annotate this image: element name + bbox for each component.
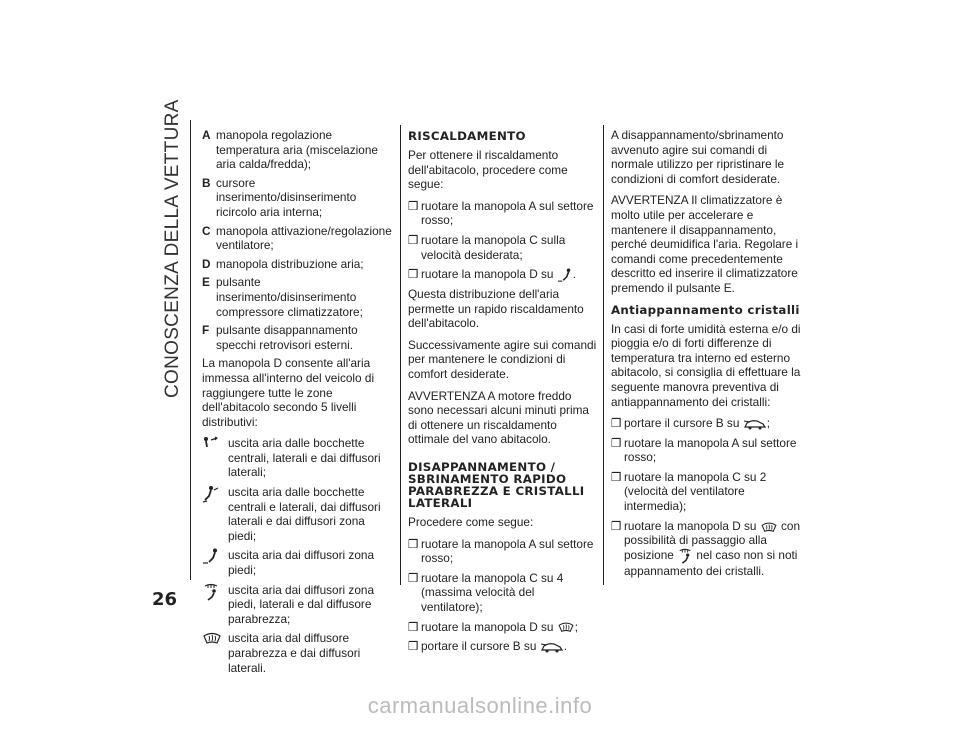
watermark: carmanualsonline.info bbox=[367, 693, 593, 718]
column-divider bbox=[603, 125, 604, 585]
section-heading-riscaldamento: RISCALDAMENTO bbox=[408, 129, 526, 143]
list-item: ❒ ruotare la manopola A sul settore rosso; bbox=[611, 435, 797, 465]
legend-item: E pulsante inserimento/disinserimento compressore climatizzatore; bbox=[202, 275, 363, 319]
list-item: ❒ ruotare la manopola D su con possibilità di passaggio alla posizione nel caso non si noti appannamento dei cristalli. bbox=[611, 518, 801, 578]
list-item: ❒ ruotare la manopola C su 2 (velocità del ventilatore intermedia); bbox=[611, 469, 767, 514]
distribution-mode: uscita aria dalle bocchette centrali e laterali, dai diffusori laterali e dai diffusori zona piedi; bbox=[202, 485, 392, 543]
paragraph: Procedere come segue: bbox=[408, 514, 534, 529]
paragraph: Questa distribuzione dell'aria permette un rapido riscaldamento dell'abitacolo. bbox=[408, 287, 584, 331]
paragraph: Successivamente agire sui comandi per mantenere le condizioni di comfort desiderate. bbox=[408, 337, 597, 382]
distribution-intro: La manopola D consente all'aria immessa all'interno del veicolo di raggiungere tutte le zone dell'abitacolo secondo 5 livelli distributivi: bbox=[202, 356, 375, 429]
legend-item: A manopola regolazione temperatura aria (miscelazione aria calda/fredda); bbox=[202, 128, 378, 172]
list-item: ❒ ruotare la manopola A sul settore rosso; bbox=[408, 198, 594, 228]
warning-paragraph: AVVERTENZA Il climatizzatore è molto utile per accelerare e mantenere il disappannamento, perché deumidifica l'aria. Regolare i comandi come precedentemente descritto ed inserire il climatizzatore premendo il pulsante E. bbox=[611, 193, 799, 295]
section-heading-disappannamento: DISAPPANNAMENTO / SBRINAMENTO RAPIDO PARABREZZA E CRISTALLI LATERALI bbox=[408, 459, 585, 510]
airflow-feet-windshield-icon bbox=[202, 583, 220, 601]
legend-item: C manopola attivazione/regolazione ventilatore; bbox=[202, 223, 392, 253]
list-item: ❒ portare il cursore B su ; bbox=[611, 416, 770, 431]
column-1 bbox=[202, 128, 392, 680]
column-3 bbox=[611, 128, 806, 583]
distribution-mode: uscita aria dai diffusori zona piedi; bbox=[202, 548, 392, 577]
paragraph: In casi di forte umidità esterna e/o di pioggia e/o di forti differenze di temperatura tra interno ed esterno abitacolo, si consiglia di effettuare la seguente manovra preventiva di antiappannamento dei cristalli: bbox=[611, 321, 801, 409]
distribution-mode: uscita aria dal diffusore parabrezza e dai diffusori laterali. bbox=[202, 631, 392, 675]
warning-paragraph: AVVERTENZA A motore freddo sono necessari alcuni minuti prima di ottenere un riscaldamento ottimale del vano abitacolo. bbox=[408, 388, 589, 447]
airflow-feet-icon bbox=[557, 268, 573, 282]
distribution-mode: uscita aria dalle bocchette centrali, laterali e dai diffusori laterali; bbox=[202, 436, 392, 480]
legend-list bbox=[202, 128, 392, 352]
paragraph: Per ottenere il riscaldamento dell'abitacolo, procedere come segue: bbox=[408, 148, 568, 192]
legend-item: B cursore inserimento/disinserimento ricircolo aria interna; bbox=[202, 175, 357, 219]
airflow-face-icon bbox=[202, 436, 220, 452]
side-rule bbox=[190, 120, 191, 580]
legend-item: F pulsante disappannamento specchi retrovisori esterni. bbox=[202, 323, 358, 352]
list-item: ❒ ruotare la manopola C su 4 (massima velocità del ventilatore); bbox=[408, 570, 564, 614]
page-number: 26 bbox=[152, 589, 178, 610]
list-item: ❒ portare il cursore B su . bbox=[408, 639, 567, 654]
windshield-defrost-icon bbox=[760, 521, 778, 533]
windshield-defrost-icon bbox=[202, 631, 222, 645]
list-item: ❒ ruotare la manopola C sulla velocità desiderata; bbox=[408, 232, 566, 262]
paragraph: A disappannamento/sbrinamento avvenuto agire sui comandi di normale utilizzo per ripristinare le condizioni di comfort desiderate. bbox=[611, 128, 785, 186]
airflow-face-feet-icon bbox=[202, 485, 220, 503]
list-item: ❒ ruotare la manopola D su ; bbox=[408, 619, 579, 634]
list-item: ❒ ruotare la manopola A sul settore rosso; bbox=[408, 536, 594, 566]
column-divider bbox=[400, 125, 401, 585]
list-item: ❒ ruotare la manopola D su . bbox=[408, 267, 577, 282]
side-title: CONOSCENZA DELLA VETTURA bbox=[162, 99, 183, 398]
distribution-mode: uscita aria dai diffusori zona piedi, laterali e dal diffusore parabrezza; bbox=[202, 583, 392, 627]
airflow-feet-windshield-icon bbox=[677, 548, 693, 564]
outside-air-car-icon bbox=[743, 418, 767, 430]
airflow-feet-icon bbox=[202, 548, 220, 564]
legend-item: D manopola distribuzione aria; bbox=[202, 256, 364, 271]
outside-air-car-icon bbox=[540, 641, 564, 653]
windshield-defrost-icon bbox=[557, 621, 575, 633]
column-2 bbox=[408, 128, 598, 659]
section-heading-antiappannamento: Antiappannamento cristalli bbox=[611, 302, 800, 317]
